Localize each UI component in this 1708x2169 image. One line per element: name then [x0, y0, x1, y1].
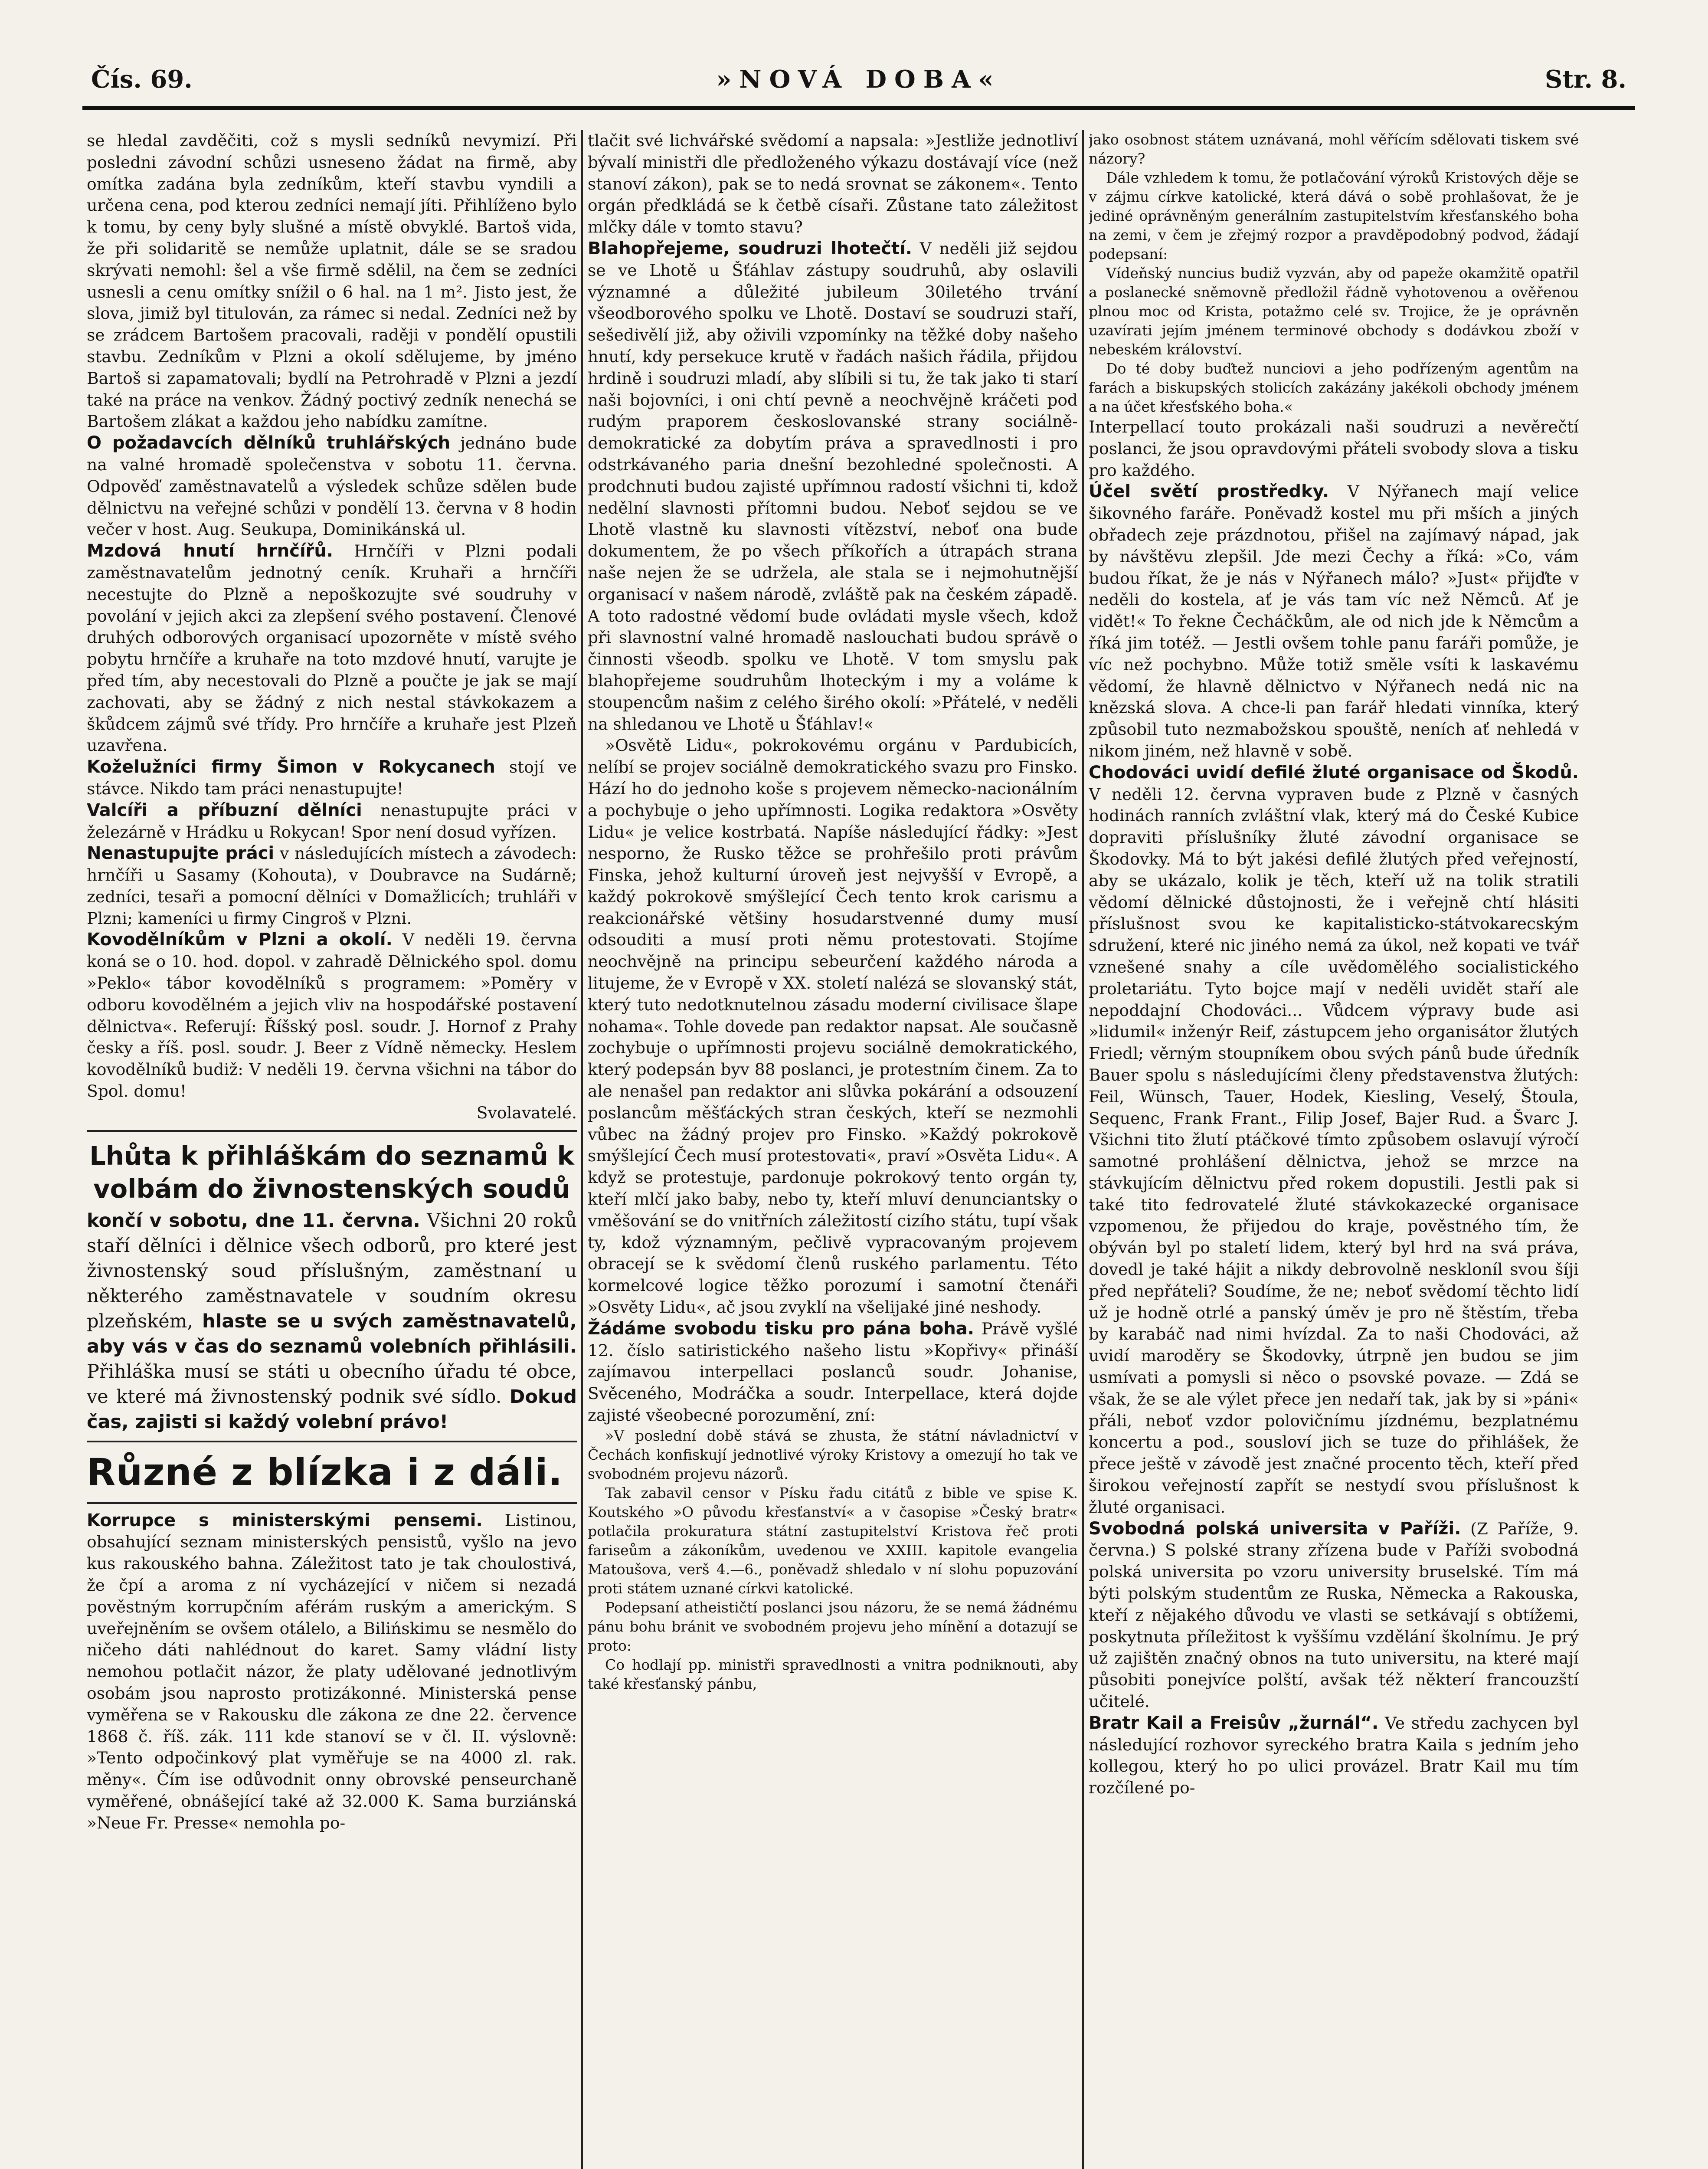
quote-paragraph: Do té doby buďtež nunciovi a jeho podřízeným agentům na farách a biskupských stolicích zakázány jakékoli obchody jménem a na účet křesťského boha.« — [1089, 360, 1579, 415]
section-rule — [87, 1130, 577, 1132]
article-paragraph: Interpellací touto prokázali naši soudruzi a nevěrečtí poslanci, že jsou opravdovými přáteli svobody slova a tisku pro každého. — [1089, 417, 1579, 480]
column-divider-2 — [1082, 130, 1084, 2169]
article-heading: Chodováci uvidí defilé žluté organisace od Škodů. — [1089, 762, 1579, 783]
article-signature: Svolavatelé. — [476, 1103, 577, 1122]
column-2 — [588, 130, 1078, 2169]
article-paragraph: Valcíři a příbuzní dělníci nenastupujte práci v železárně v Hrádku u Rokycan! Spor není dosud vyřízen. — [87, 800, 577, 842]
column-divider-1 — [581, 130, 583, 2169]
article-heading: Kovodělníkům v Plzni a okolí. — [87, 930, 393, 950]
quote-paragraph: Dále vzhledem k tomu, že potlačování výroků Kristových děje se v zájmu církve katolické, která dává o sobě prohlašovat, že je jediné oprávněným generálním zastupitelstvím křesťanského boha na zemi, v čem je zřejmý rozpor a pravděpodobný podvod, žádají podepsaní: — [1089, 169, 1579, 262]
page-number: Str. 8. — [1544, 65, 1626, 94]
article-paragraph: Bratr Kail a Freisův „žurnál“. Ve středu zachycen byl následující rozhovor syreckého bratra Kaila s jedním jeho kollegou, který ho po ulici provázel. Bratr Kail mu tím rozčílené po- — [1089, 1713, 1579, 1798]
article-heading: Účel světí prostředky. — [1089, 482, 1329, 502]
article-paragraph: Korrupce s ministerskými pensemi. Listinou, obsahující seznam ministerských pensistů, vyšlo na jevo kus rakouského bahna. Záležitost tato je tak choulostivá, že čpí a aroma z ní vycházející v ničem si nezadá pověstným korrupčním aférám ruským a americkým. S uveřejněním se ovšem otálelo, a Bilińskimu se nesmělo do ničeho dáti nahlédnout do karet. Samy vládní listy nemohou potlačit názor, že platy udělované jednotlivým osobám jsou naprosto protizákonné. Ministerská pense vyměřena se v Rakousku dle zákona ze dne 22. července 1868 č. říš. zák. 111 kde stanoví se v čl. II. výslovně: »Tento odpočinkový plat vyměřuje se na 4000 zl. rak. měny«. Čím ise odůvodnit onny obrovské penseurchaně vyměřené, obnášející také až 32.000 K. Sama burziánská »Neue Fr. Presse« nemohla po- — [87, 1510, 577, 1832]
article-paragraph: Žádáme svobodu tisku pro pána boha. Právě vyšlé 12. číslo satiristického našeho listu »Kopřivy« přináší zajímavou interpellaci poslanců soudr. Johanise, Svěceného, Modráčka a soudr. Interpellace, která dojde zajisté všeobecné porozumění, zní: — [588, 1318, 1078, 1425]
article-paragraph: Kovodělníkům v Plzni a okolí. V neděli 19. června koná se o 10. hod. dopol. v zahradě Dělnického spol. domu »Peklo« tábor kovodělníků s programem: »Poměry v odboru kovodělném a jejich vliv na hospodářské postavení dělnictva«. Referují: Říšský posl. soudr. J. Hornof z Prahy česky a říš. posl. soudr. J. Beer z Vídně německy. Heslem kovodělníků budiž: V neděli 19. června všichni na tábor do Spol. domu! — [87, 930, 577, 1101]
article-paragraph: Účel světí prostředky. V Nýřanech mají velice šikovného faráře. Poněvadž kostel mu při mších a jiných obřadech zeje prázdnotou, přišel na zajímavý nápad, jak by návštěvu zlepšil. Jde mezi Čechy a říká: »Co, vám budou říkat, že je nás v Nýřanech málo? »Just« přijďte v neděli do kostela, ať je vás tam víc než Němců. Ať je vidět!« To řekne Čecháčkům, ale od nich jde k Němcům a říká jim totéž. — Jestli ovšem tohle panu faráři pomůže, je víc než pochybno. Může totiž směle vsíti k laskavému vědomí, že hlavně dělnictvo v Nýřanech nedá nic na knězská slova. A chce-li pan farář hledati vinníka, který způsobil tuto nezmabožskou spouště, neních ať nehledá v nikom jiném, než hlavně v sobě. — [1089, 482, 1579, 760]
quote-paragraph: Tak zabavil censor v Písku řadu citátů z bible ve spise K. Koutského »O původu křesťanství« a v časopise »Český bratr« potlačila prokuratura státní zastupitelství Kristova řeč proti fariseům a zákoníkům, uvedenou ve XXIII. kapitole evangelia Matoušova, verš 4.—6., poněvadž shledalo v ní slohu popuzování proti státem uznané církvi katolické. — [588, 1484, 1078, 1597]
issue-number: Čís. 69. — [91, 65, 193, 94]
article-heading: Žádáme svobodu tisku pro pána boha. — [588, 1318, 974, 1339]
section-rule — [87, 1502, 577, 1504]
notice-title: Lhůta k přihláškám do seznamů k volbám do živnostenských soudů — [89, 1140, 574, 1204]
article-paragraph: Svobodná polská universita v Paříži. (Z Paříže, 9. června.) S polské strany zřízena bude v Paříži svobodná polská universita po vzoru university bruselské. Tím má býti polským studentům ze Ruska, Německa a Rakouska, kteří z nějakého důvodu ve vlasti se setkávají s obtížemi, poskytnuta příležitost k vyššímu vzdělání školnímu. Je prý už zajištěn značný obnos na tuto universitu, na které mají působiti ponejvíce polští, avšak též některí francouzští učitelé. — [1089, 1518, 1579, 1711]
article-heading: Svobodná polská universita v Paříži. — [1089, 1518, 1461, 1539]
article-paragraph: tlačit své lichvářské svědomí a napsala: »Jestliže jednotliví bývalí ministři dle předloženého výkazu dostávají více (než stanoví zákon), pak se to nedá srovnat se zákonem«. Tento orgán předkládá se k četbě císaři. Zůstane tato záležitost mlčky dále v tomto stavu? — [588, 131, 1078, 237]
article-heading: O požadavcích dělníků truhlářských — [87, 433, 451, 453]
article-paragraph: Mzdová hnutí hrnčířů. Hrnčíři v Plzni podali zaměstnavatelům jednotný ceník. Kruhaři a hrnčíři necestujte do Plzně a nepoškozujte své soudruhy v povolání v jejich akci za zlepšení svého postavení. Členové druhých odborových organisací upozorněte v místě svého pobytu hrnčíře a kruhaře na toto mzdové hnutí, varujte je před tím, aby necestovali do Plzně a poučte je jak se mají zachovati, aby se žádný z nich nestal stávkokazem a škůdcem zájmů své třídy. Pro hrnčíře a kruhaře jest Plzeň uzavřena. — [87, 541, 577, 755]
article-heading: Nenastupujte práci — [87, 843, 275, 864]
quote-paragraph: Co hodlají pp. ministři spravedlnosti a vnitra podniknouti, aby také křesťanský pánbu, — [588, 1656, 1078, 1692]
quote-paragraph: Podepsaní atheističtí poslanci jsou názoru, že se nemá žádnému pánu bohu bránit ve svobodném projevu jeho mínění a dotazují se proto: — [588, 1599, 1078, 1654]
article-paragraph: »Osvětě Lidu«, pokrokovému orgánu v Pardubicích, nelíbí se projev sociálně demokratického svazu pro Finsko. Hází ho do jednoho koše s projevem německo-nacionálním a pochybuje o jeho upřímnosti. Logika redaktora »Osvěty Lidu« je velice kostrbatá. Napíše následující řádky: »Jest nesporno, že Rusko těžce se prohřešilo proti právům Finska, jehož kulturní úroveň jest nejvyšší v Evropě, a každý pokrokově smýšlející Čech tento krok carismu a reakcionářské většiny hosudarstvenné dumy musí odsouditi a musí proti němu protestovati. Stojíme neochvějně na principu sebeurčení každého národa a litujeme, že v Evropě v XX. století nalézá se slovanský stát, který tuto nedotknutelnou zásadu moderní civilisace šlape nohama«. Tohle dovede pan redaktor napsat. Ale současně zochybuje o upřímnosti projevu sociálně demokratického, který podepsán byv 88 poslanci, je protestním činem. Za to ale nenašel pan redaktor ani slůvka pokárání a odsouzení poslancům měšťáckých stran českých, kteří se nezmohli vůbec na žádný projev pro Finsko. »Každý pokrokově smýšlející Čech musí protestovati«, praví »Osvěta Lidu«. A když se protestuje, pardonuje pokrokový tento orgán ty, kteří mlčí jako baby, nebo ty, kteří mluví denunciantsky o vměšování se do vnitřních záležitostí cizího státu, tupí však ty, kdož významným, pečlivě vypracovaným projevem obracejí se k svědomí členů ruského parlamentu. Této kormelcové logice těžko porozumí i samotní čtenáři »Osvěty Lidu«, ač jsou zvyklí na všelijaké jiné neshody. — [588, 736, 1078, 1317]
page-header — [91, 65, 1626, 100]
quote-paragraph: jako osobnost státem uznávaná, mohl věřícím sdělovati tiskem své názory? — [1089, 131, 1579, 167]
header-rule — [82, 106, 1635, 110]
article-paragraph: Chodováci uvidí defilé žluté organisace od Škodů. V neděli 12. června vypraven bude z Plzně v časných hodinách ranních zvláštní vlak, který má do České Kubice dopraviti příslušníky žluté závodní organisace se Škodovky. Má to být jakési defilé žlutých před veřejností, aby se ukázalo, kolik je těch, kteří už na tolik stratili vědomí dělnické důstojnosti, že i veřejně chtí hlásiti příslušnost svou ke kapitalisticko-státvokarecským sdružení, které nic jiného nemá za úkol, než kopati ve tvář vznešené snahy a cíle uvědomělého socialistického proletariátu. Tyto bojce mají v neděli uvidět staří ale nepoddajní Chodováci... Vůdcem výpravy bude asi »lidumil« inženýr Reif, zástupcem jeho organisátor žlutých Friedl; věrným stoupníkem obou svých pánů bude úředník Bauer spolu s následujícími členy představenstva žlutých: Feil, Wünsch, Tauer, Hodek, Kiesling, Veselý, Štoula, Sequenc, Frank Frant., Filip Josef, Bajer Rud. a Švarc J. Všichni tito žlutí ptáčkové tímto způsobem oslavují výročí samotné prohlášení dělnictva, jehož se mrzce na stávkujícím dělnictvu před rokem dopustili. Jestli pak si také tito fedrovatelé žluté stávkokazecké organisace vzpomenou, že přijedou do kraje, pověstného tím, že obýván byl po staletí lidem, který byl hrd na svá práva, dovedl je také hájit a nikdy debrovolně neskloníl svou šíji před nepřáteli? Soudíme, že ne; neboť svědomí těchto lidí už je hodně otrlé a panský úměv je pro ně štěstím, třeba by karabáč nad nimi hvízdal. Za to naši Chodováci, až uvidí maroděry se Škodovky, útrpně jen budou se jim usmívati a pomysli si něco o psovské povaze. — Zdá se však, že se ale výlet přece jen nedaří tak, jak by si »páni« přáli, neboť vzdor polovičnímu jízdnému, bezplatnému koncertu a pod., sousloví jich se tuze do přihlášek, že přece ještě v závodě jest značné procento těch, kteří před širokou veřejností zapřít se nestydí svou příslušnost k žluté organisaci. — [1089, 762, 1579, 1517]
newspaper-title: »NOVÁ DOBA« — [716, 65, 1001, 94]
article-paragraph: Blahopřejeme, soudruzi lhotečtí. V neděli již sejdou se ve Lhotě u Šťáhlav zástupy soudruhů, aby oslavili významné a důležité jubileum 30iletého trvání všeodborového spolku ve Lhotě. Dostaví se soudruzi staří, sešedivělí již, aby oživili vzpomínky na těžké doby našeho hnutí, kdy persekuce krutě v řadách našich řádila, přijdou hrdině i soudruzi mladí, aby slíbili si tu, že tak jako ti starí naši bojovníci, i oni chtí pevně a neochvějně kráčeti pod rudým praporem českoslovanské strany sociálně-demokratické za dobytím práva a spravedlnosti i pro odstrkávaného paria dnešní bezohledné společnosti. A prodchnuti budou zajisté upřímnou radostí všichni ti, kdož nedělní slavnosti přítomni budou. Neboť sejdou se ve Lhotě vlastně ku slavnosti vítězství, neboť ona bude dokumentem, že po všech příkořích a útrapách strana naše nejen že se udržela, ale stala se i nejmohutnější organisací v našem národě, zvláště pak na českém západě. A toto radostné vědomí bude ovládati mysle všech, kdož při slavnostní valné hromadě naslouchati budou správě o činnosti všeodb. spolku ve Lhotě. V tom smyslu pak blahopřejeme soudruhům lhoteckým i my a voláme k stoupencům našim z celého širého okolí: »Přátelé, v neděli na shledanou ve Lhotě u Šťáhlav!« — [588, 238, 1078, 734]
article-heading: Koželužníci firmy Šimon v Rokycanech — [87, 757, 495, 777]
quote-paragraph: »V poslední době stává se zhusta, že státní návladnictví v Čechách konfiskují jednotlivé výroky Kristovy a omezují ho tak ve svobodném projevu názorů. — [588, 1427, 1078, 1482]
column-1 — [87, 130, 577, 2169]
article-heading: Bratr Kail a Freisův „žurnál“. — [1089, 1713, 1379, 1733]
article-heading: Valcíři a příbuzní dělníci — [87, 800, 362, 820]
column-3 — [1089, 130, 1579, 2169]
section-rule — [87, 1441, 577, 1442]
article-heading: Blahopřejeme, soudruzi lhotečtí. — [588, 238, 912, 259]
article-heading: Korrupce s ministerskými pensemi. — [87, 1510, 483, 1530]
article-paragraph: Koželužníci firmy Šimon v Rokycanech stojí ve stávce. Nikdo tam práci nenastupujte! — [87, 757, 577, 798]
notice-text: končí v sobotu, dne 11. června. Všichni 20 roků staří dělníci i dělnice všech odborů, pro které jest živnostenský soud příslušným, zaměstnaní u některého zaměstnavatele v soudním okresu plzeňském, hlaste se u svých zaměstnavatelů, aby vás v čas do seznamů volebních přihlásili. Přihláška musí se státi u obecního úřadu té obce, ve které má živnostenský podnik své sídlo. Dokud čas, zajisti si každý volební právo! — [87, 1209, 577, 1433]
section-title: Různé z blízka i z dáli. — [87, 1450, 563, 1494]
article-heading: Mzdová hnutí hrnčířů. — [87, 541, 334, 561]
article-paragraph: O požadavcích dělníků truhlářských jednáno bude na valné hromadě společenstva v sobotu 11. června. Odpověď zaměstnavatelů a výsledek schůze sdělen bude dělnictvu na veřejné schůzi v pondělí 13. června v 8 hodin večer v host. Aug. Seukupa, Dominikánská ul. — [87, 433, 577, 539]
quote-paragraph: Vídeňský nuncius budiž vyzván, aby od papeže okamžitě opatřil a poslanecké sněmovně předložil řádně vyhotovenou a ověřenou plnou moc od Krista, potažmo celé sv. Trojice, že je oprávněn uzavírati jejím jménem terminové obchody s dodávkou zboží v nebeském království. — [1089, 265, 1579, 358]
article-paragraph: se hledal zavděčiti, což s mysli sedníků nevymizí. Při posledni závodní schůzi usneseno žádat na firmě, aby omítka zadána byla zedníkům, kteří stavbu vyndili a určena cena, pod kterou zedníci nemají jíti. Přihlíženo bylo k tomu, by ceny byly slušné a místě obvyklé. Bartoš vida, že při solidaritě se nemůže uplatnit, dále se se sradou skrývati nemohl: šel a vše firmě sdělil, na čem se zedníci usnesli a cenu omítky snížil o 6 hal. na 1 m². Jisto jest, že slova, jimiž byl titulován, za rámec si nedal. Zedníci než by se zrádcem Bartošem pracovali, raději v pondělí opustili stavbu. Zedníkům v Plzni a okolí sdělujeme, by jméno Bartoš si zapamatovali; bydlí na Petrohradě v Plzni a jezdí také na práce na venkov. Žádný poctivý zedník nenechá se Bartošem zlákat a každou jeho nabídku zamítne. — [87, 131, 577, 431]
article-paragraph: Nenastupujte práci v následujících místech a závodech: hrnčíři u Sasamy (Kohouta), v Doubravce na Sudárně; zedníci, tesaři a pomocní dělníci v Domažlicích; truhláři v Plzni; kameníci u firmy Cingroš v Plzni. — [87, 843, 577, 928]
